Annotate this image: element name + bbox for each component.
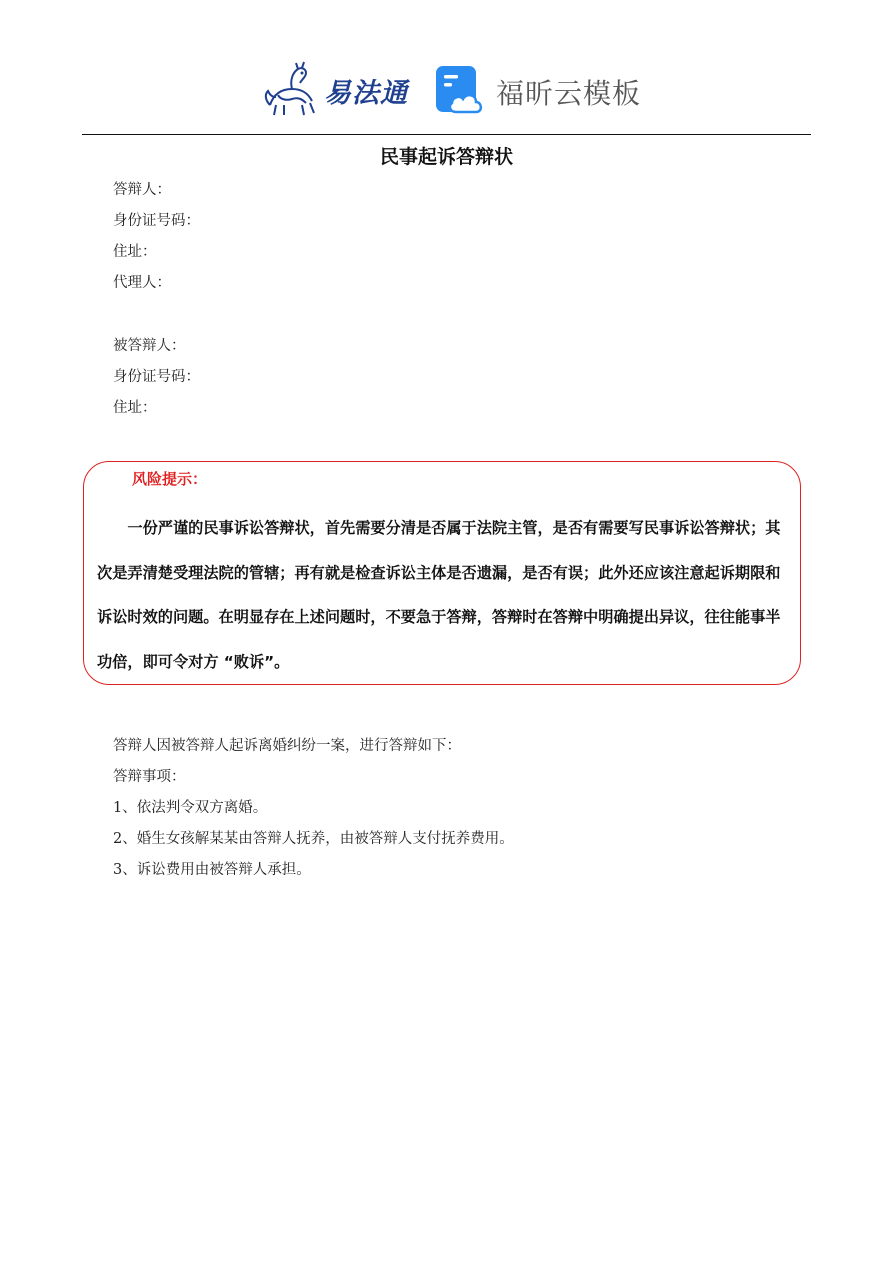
respondent-name-label: 答辩人： <box>113 182 171 198</box>
logo1-text: 易法通 <box>324 77 408 109</box>
statement-item: 2、婚生女孩解某某由答辩人抚养，由被答辩人支付抚养费用。 <box>113 831 514 847</box>
statement-item: 3、诉讼费用由被答辩人承担。 <box>113 862 311 878</box>
qilin-logo-icon <box>262 61 322 119</box>
statement-items-label: 答辩事项： <box>113 769 186 785</box>
fuxin-logo <box>436 64 641 120</box>
risk-notice-title: 风险提示： <box>132 470 208 488</box>
cloud-document-icon <box>436 66 486 118</box>
header-divider <box>82 134 811 135</box>
opposing-id-label: 身份证号码： <box>113 369 200 385</box>
risk-notice-body: 一份严谨的民事诉讼答辩状，首先需要分清是否属于法院主管，是否有需要写民事诉讼答辩状；其次是弄清楚受理法院的管辖；再有就是检查诉讼主体是否遗漏，是否有误；此外还应该注意起诉期限和诉讼时效的问题。在明显存在上述问题时，不要急于答辩，答辩时在答辩中明确提出异议，往往能事半功倍，即可令对方 “败诉”。 <box>97 519 781 671</box>
header <box>0 58 893 124</box>
document-title: 民事起诉答辩状 <box>379 146 513 168</box>
logo2-text: 福昕云模板 <box>496 77 642 110</box>
opposing-name-label: 被答辩人： <box>113 338 186 354</box>
respondent-agent-label: 代理人： <box>113 275 171 291</box>
statement-intro: 答辩人因被答辩人起诉离婚纠纷一案，进行答辩如下： <box>113 738 461 754</box>
opposing-address-label: 住址： <box>113 400 157 416</box>
statement-item: 1、依法判令双方离婚。 <box>113 800 268 816</box>
risk-notice-box <box>83 461 801 685</box>
yifatong-logo <box>262 60 408 120</box>
respondent-address-label: 住址： <box>113 244 157 260</box>
respondent-id-label: 身份证号码： <box>113 213 200 229</box>
